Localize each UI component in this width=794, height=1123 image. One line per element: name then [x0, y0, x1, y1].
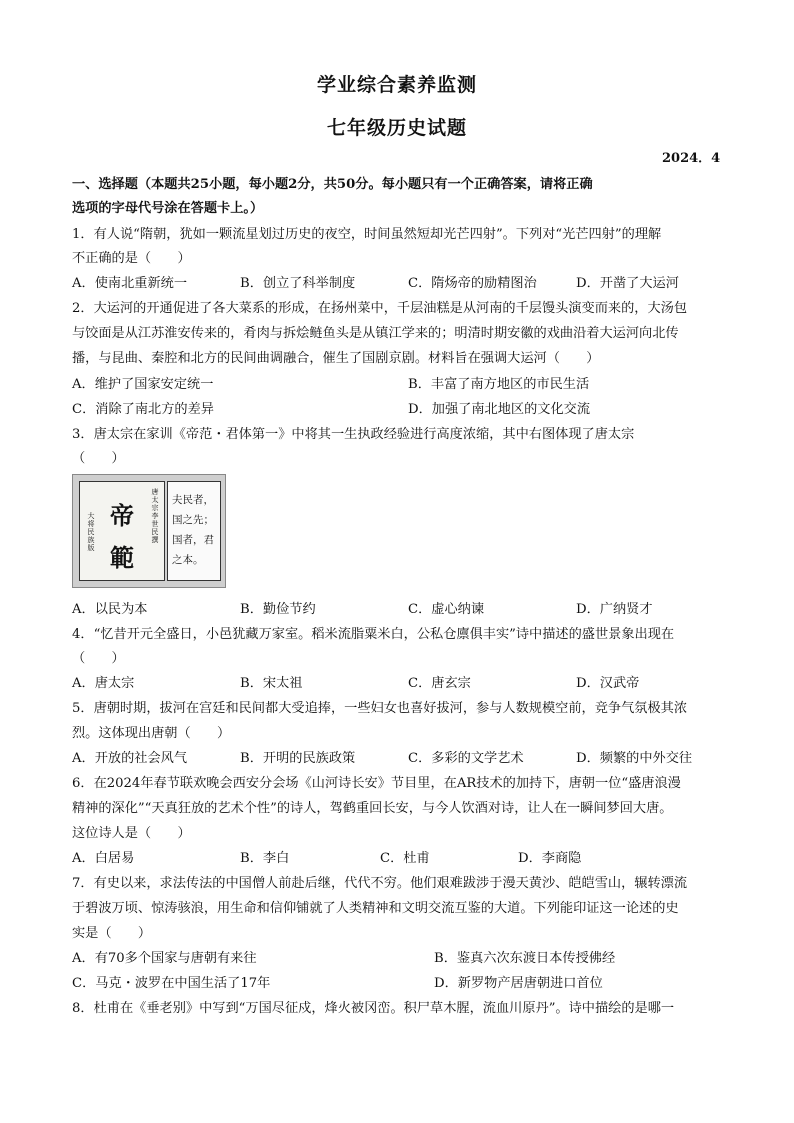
q2-option-d[interactable]: D．加强了南北地区的文化交流 [408, 402, 591, 417]
book-title-char2: 範 [110, 543, 134, 572]
q2-stem-line1: 2．大运河的开通促进了各大菜系的形成，在扬州菜中，千层油糕是从河南的千层馒头演变而来的，大汤包 [72, 301, 688, 316]
q6-stem-line1: 6．在2024年春节联欢晚会西安分会场《山河诗长安》节目里，在AR技术的加持下，唐朝一位“盛唐浪漫 [72, 776, 681, 791]
q4-option-a[interactable]: A．唐太宗 [72, 676, 135, 691]
q3-option-d[interactable]: D．广纳贤才 [576, 602, 653, 617]
q7-option-b[interactable]: B．鉴真六次东渡日本传授佛经 [434, 951, 616, 966]
exam-title: 学业综合素养监测 [316, 74, 477, 96]
q7-option-c[interactable]: C．马克・波罗在中国生活了17年 [72, 976, 271, 991]
q5-option-d[interactable]: D．频繁的中外交往 [576, 751, 693, 766]
q1-option-d[interactable]: D．开凿了大运河 [576, 276, 679, 291]
quote-panel [167, 481, 221, 581]
q7-stem-line2: 于碧波万顷、惊涛骇浪，用生命和信仰铺就了人类精神和文明交流互鉴的大道。下列能印证这一论述的史 [72, 901, 679, 916]
q3-option-c[interactable]: C．虚心纳谏 [408, 602, 485, 617]
q5-option-c[interactable]: C．多彩的文学艺术 [408, 751, 524, 766]
q7-option-d[interactable]: D．新罗物产居唐朝进口首位 [434, 976, 603, 991]
q2-stem-line2: 与饺面是从江苏淮安传来的，肴肉与拆烩鲢鱼头是从镇江学来的；明清时期安徽的戏曲沿着大运河向北传 [72, 326, 679, 341]
q4-option-c[interactable]: C．唐玄宗 [408, 676, 471, 691]
dijian-book-image [72, 474, 226, 588]
q5-option-a[interactable]: A．开放的社会风气 [72, 751, 188, 766]
book-publisher-text: 大将民族版 [87, 512, 95, 552]
q6-option-c[interactable]: C．杜甫 [380, 851, 430, 866]
book-author-text: 唐太宗李世民撰 [151, 488, 159, 544]
q7-option-a[interactable]: A．有70多个国家与唐朝有来往 [72, 951, 257, 966]
q2-stem-line3: 播，与昆曲、秦腔和北方的民间曲调融合，催生了国剧京剧。材料旨在强调大运河（ ） [72, 351, 600, 366]
book-cover [79, 481, 165, 581]
q7-stem-line1: 7．有史以来，求法传法的中国僧人前赴后继，代代不穷。他们艰难跋涉于漫天黄沙、皑皑雪山，辗转漂流 [72, 876, 688, 891]
q2-option-c[interactable]: C．消除了南北方的差异 [72, 402, 214, 417]
q3-option-b[interactable]: B．勤俭节约 [240, 602, 316, 617]
q3-stem-line2: （ ） [72, 451, 125, 466]
section-heading-line1: 一、选择题（本题共25小题，每小题2分，共50分。每小题只有一个正确答案，请将正确 [72, 177, 593, 192]
q6-stem-line3: 这位诗人是（ ） [72, 826, 191, 841]
q4-stem-line2: （ ） [72, 651, 125, 666]
q5-stem-line1: 5．唐朝时期，拔河在宫廷和民间都大受追捧，一些妇女也喜好拔河，参与人数规模空前，竞争气氛极其浓 [72, 701, 688, 716]
q3-stem-line1: 3．唐太宗在家训《帝范・君体第一》中将其一生执政经验进行高度浓缩，其中右图体现了唐太宗 [72, 427, 635, 442]
q7-stem-line3: 实是（ ） [72, 926, 152, 941]
q5-stem-line2: 烈。这体现出唐朝（ ） [72, 726, 231, 741]
quote-text: 夫民者，国之先；国者，君之本。 [172, 494, 214, 566]
q1-option-c[interactable]: C．隋炀帝的励精图治 [408, 276, 537, 291]
q6-option-b[interactable]: B．李白 [240, 851, 290, 866]
q1-stem-line1: 1．有人说“隋朝，犹如一颗流星划过历史的夜空，时间虽然短却光芒四射”。下列对“光芒四射”的理解 [72, 227, 662, 242]
exam-date: 2024．4 [662, 151, 721, 166]
q1-stem-line2: 不正确的是（ ） [72, 251, 191, 266]
q4-option-d[interactable]: D．汉武帝 [576, 676, 640, 691]
exam-subtitle: 七年级历史试题 [326, 117, 467, 139]
q6-option-d[interactable]: D．李商隐 [518, 851, 582, 866]
q1-option-b[interactable]: B．创立了科举制度 [240, 276, 356, 291]
q5-option-b[interactable]: B．开明的民族政策 [240, 751, 356, 766]
q2-option-b[interactable]: B．丰富了南方地区的市民生活 [408, 377, 590, 392]
q4-option-b[interactable]: B．宋太祖 [240, 676, 303, 691]
q6-option-a[interactable]: A．白居易 [72, 851, 135, 866]
section-heading-line2: 选项的字母代号涂在答题卡上。） [72, 201, 264, 216]
q3-option-a[interactable]: A．以民为本 [72, 602, 148, 617]
book-title-char1: 帝 [110, 501, 134, 530]
q4-stem-line1: 4．“忆昔开元全盛日，小邑犹藏万家室。稻米流脂粟米白，公私仓廪俱丰实”诗中描述的盛世景象出现在 [72, 627, 675, 642]
q8-stem-line1: 8．杜甫在《垂老别》中写到“万国尽征戍，烽火被冈峦。积尸草木腥，流血川原丹”。诗中描绘的是哪一 [72, 1001, 675, 1016]
q2-option-a[interactable]: A．维护了国家安定统一 [72, 377, 214, 392]
q1-option-a[interactable]: A．使南北重新统一 [72, 276, 188, 291]
q6-stem-line2: 精神的深化”“天真狂放的艺术个性”的诗人，驾鹤重回长安，与今人饮酒对诗，让人在一瞬间梦回大唐。 [72, 801, 673, 816]
